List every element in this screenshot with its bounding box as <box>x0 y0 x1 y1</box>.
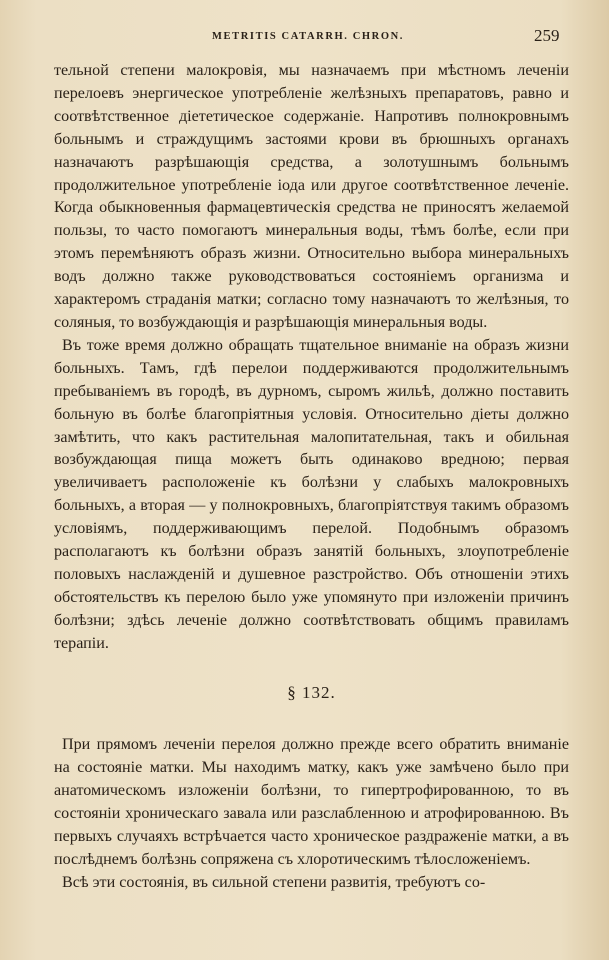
paragraph-3: При прямомъ леченіи перелоя должно прежде всего обратить вниманіе на состояніе матки. Мы находимъ матку, какъ уже замѣчено было при анатомическомъ изложеніи болѣзни, то гипертрофированною, то въ состояніи хроническаго завала или разслабленною и атрофированною. Въ первыхъ случаяхъ встрѣчается часто хроническое раздраженіе матки, а въ послѣднемъ болѣзнь сопряжена съ хлоротическимъ тѣлосложеніемъ. <box>54 736 569 868</box>
running-title: METRITIS CATARRH. CHRON. <box>212 31 405 42</box>
paragraph-2: Въ тоже время должно обращать тщательное вниманіе на образъ жизни больныхъ. Тамъ, гдѣ перелои поддерживаются продолжительнымъ пребываніемъ въ городѣ, въ дурномъ, сыромъ жильѣ, должно поставить больную въ болѣе благопріятныя условія. Относительно діеты должно замѣтить, что какъ растительная малопитательная, такъ и обильная возбуждающая пища можетъ быть одинаково вредною; первая увеличиваетъ расположеніе къ болѣзни у слабыхъ малокровныхъ больныхъ, а вторая — у полнокровныхъ, благопріятствуя такимъ образомъ условіямъ, поддерживающимъ перелой. Подобнымъ образомъ располагаютъ къ болѣзни образъ занятій больныхъ, злоупотребленіе половыхъ наслажденій и душевное разстройство. Объ отношеніи этихъ обстоятельствъ къ перелою было уже упомянуто при изложеніи причинъ болѣзни; здѣсь леченіе должно соотвѣтствовать общимъ правиламъ терапіи. <box>54 336 569 652</box>
section-heading: § 132. <box>287 682 336 702</box>
page-header <box>0 28 609 50</box>
paragraph-4: Всѣ эти состоянія, въ сильной степени развитія, требуютъ со- <box>62 873 486 891</box>
page-number: 259 <box>534 26 560 45</box>
body-text <box>54 60 569 895</box>
paragraph-1: тельной степени малокровія, мы назначаемъ при мѣстномъ леченіи перелоевъ энергическое употребленіе желѣзныхъ препаратовъ, равно и соотвѣтственное діететическое содержаніе. Напротивъ полнокровнымъ больнымъ и страждущимъ застоями крови въ брюшныхъ органахъ назначаютъ разрѣшающія средства, а золотушнымъ больнымъ продолжительное употребленіе іода или другое соотвѣтственное леченіе. Когда обыкновенныя фармацевтическія средства не приносятъ желаемой пользы, то часто помогаютъ минеральныя воды, тѣмъ болѣе, если при этомъ перемѣняютъ образъ жизни. Относительно выбора минеральныхъ водъ должно также руководствоваться состояніемъ организма и характеромъ страданія матки; согласно тому назначаютъ то желѣзныя, то соляныя, то возбуждающія и разрѣшающія минеральныя воды. <box>54 62 569 331</box>
